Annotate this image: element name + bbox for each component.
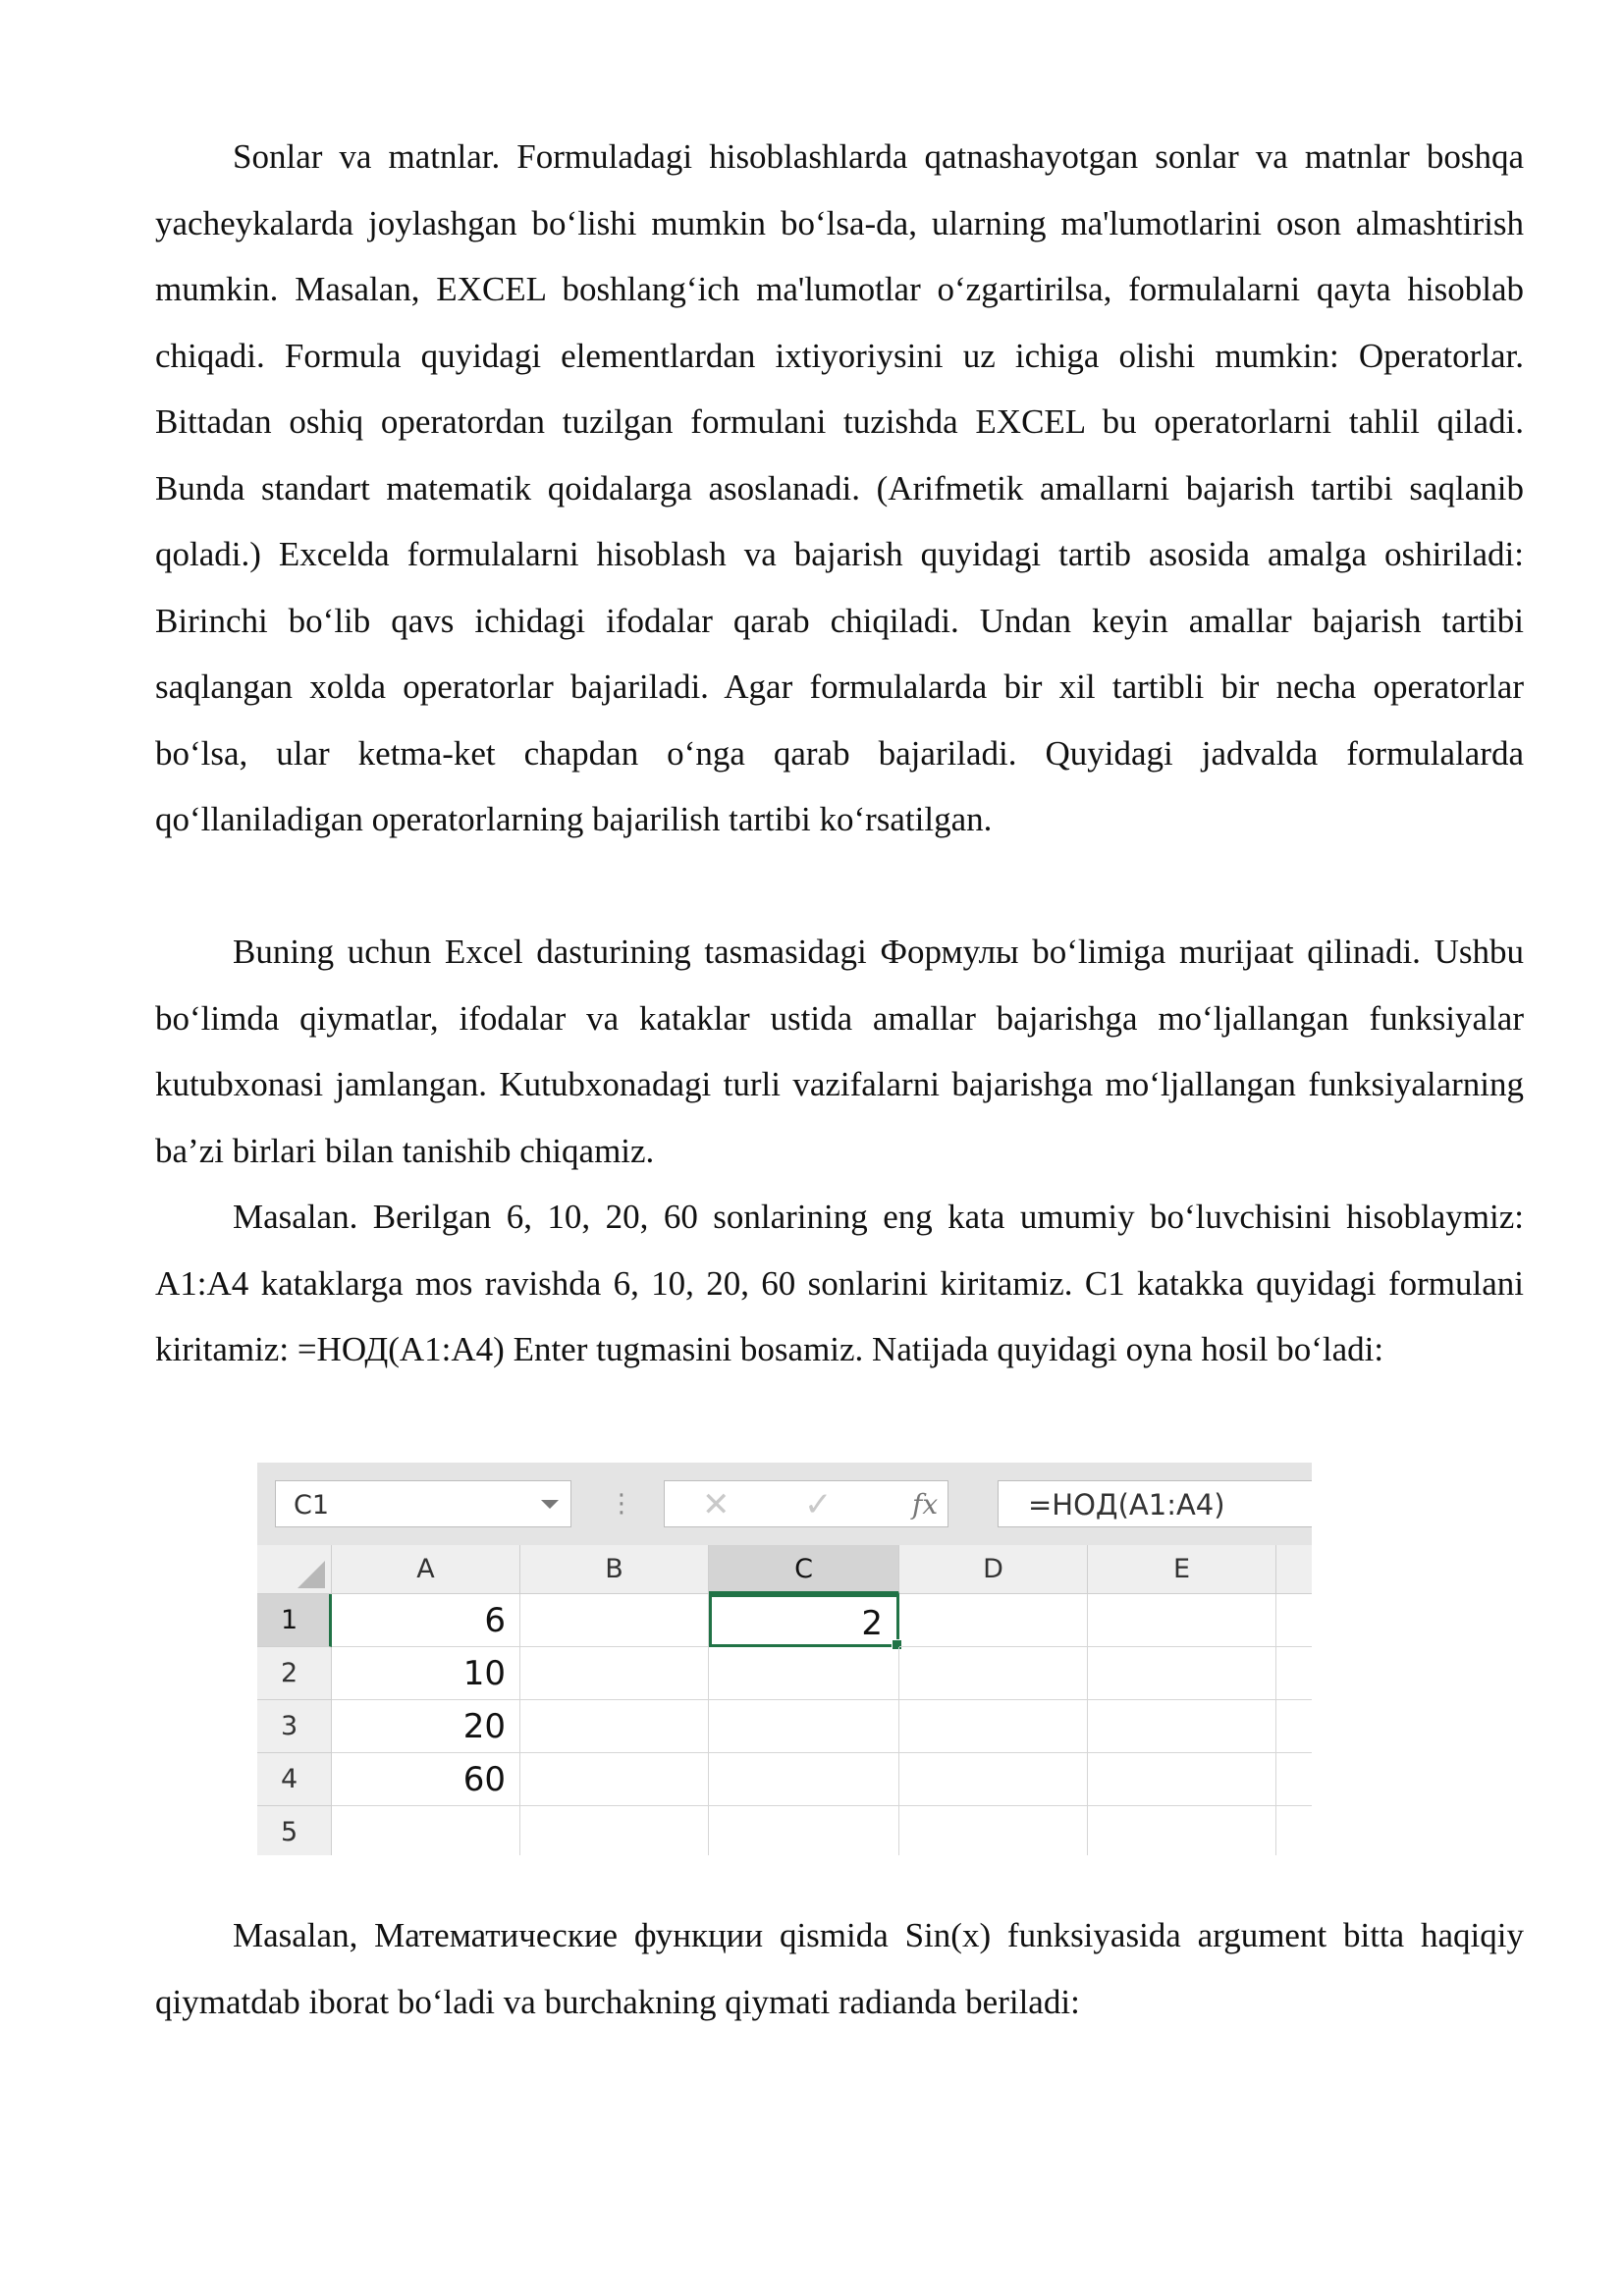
cell-d3[interactable] — [899, 1700, 1088, 1753]
drag-handle-icon[interactable]: ⋮ — [609, 1489, 634, 1519]
cell-f3[interactable] — [1276, 1700, 1312, 1753]
formula-buttons — [664, 1480, 948, 1527]
cell-c2[interactable] — [709, 1647, 899, 1700]
select-all-corner[interactable] — [257, 1545, 332, 1594]
row-header-5[interactable]: 5 — [257, 1806, 332, 1855]
cell-a3[interactable]: 20 — [332, 1700, 520, 1753]
formula-input[interactable] — [998, 1480, 1312, 1527]
excel-screenshot — [257, 1463, 1312, 1855]
cell-d4[interactable] — [899, 1753, 1088, 1806]
cell-e3[interactable] — [1088, 1700, 1276, 1753]
row-header-4[interactable]: 4 — [257, 1753, 332, 1806]
paragraph-formulalar-tab: Buning uchun Excel dasturining tasmasidagi Формулы bo‘limiga murijaat qilinadi. Ushbu bo‘limda qiymatlar, ifodalar va kataklar ustida amallar bajarishga mo‘ljallangan funksiyalar kutubxonasi jamlangan. Kutubxonadagi turli vazifalarni bajarishga mo‘ljallangan funksiyalarning ba’zi birlari bilan tanishib chiqamiz. — [155, 933, 1524, 1170]
column-header-b[interactable]: B — [520, 1545, 709, 1594]
cell-b4[interactable] — [520, 1753, 709, 1806]
cell-a4[interactable]: 60 — [332, 1753, 520, 1806]
cell-d1[interactable] — [899, 1594, 1088, 1647]
column-header-e[interactable]: E — [1088, 1545, 1276, 1594]
paragraph-sin-example: Masalan, Математические функции qismida Sin(x) funksiyasida argument bitta haqiqiy qiymatdab iborat bo‘ladi va burchakning qiymati radianda beriladi: — [155, 1916, 1524, 2021]
cell-c4[interactable] — [709, 1753, 899, 1806]
enter-check-icon[interactable]: ✓ — [804, 1485, 833, 1524]
cell-a2[interactable]: 10 — [332, 1647, 520, 1700]
cancel-icon[interactable]: ✕ — [702, 1485, 731, 1524]
row-header-2[interactable]: 2 — [257, 1647, 332, 1700]
cell-b2[interactable] — [520, 1647, 709, 1700]
formula-value: =НОД(A1:A4) — [1028, 1488, 1225, 1522]
formula-bar — [257, 1463, 1312, 1545]
cell-d5[interactable] — [899, 1806, 1088, 1855]
cell-e5[interactable] — [1088, 1806, 1276, 1855]
column-header-d[interactable]: D — [899, 1545, 1088, 1594]
paragraph-sonlar-va-matnlar: Sonlar va matnlar. Formuladagi hisoblashlarda qatnashayotgan sonlar va matnlar boshqa yacheykalarda joylashgan bo‘lishi mumkin bo‘lsa-da, ularning ma'lumotlarini oson almashtirish mumkin. Masalan, EXCEL boshlang‘ich ma'lumotlar o‘zgartirilsa, formulalarni qayta hisoblab chiqadi. Formula quyidagi elementlardan ixtiyoriysini uz ichiga olishi mumkin: Operatorlar. Bittadan oshiq operatordan tuzilgan formulani tuzishda EXCEL bu operatorlarni tahlil qiladi. Bunda standart matematik qoidalarga asoslanadi. (Arifmetik amallarni bajarish tartibi saqlanib qoladi.) Excelda formulalarni hisoblash va bajarish quyidagi tartib asosida amalga oshiriladi: Birinchi bo‘lib qavs ichidagi ifodalar qarab chiqiladi. Undan keyin amallar bajarish tartibi saqlangan xolda operatorlar bajariladi. Agar formulalarda bir xil tartibli bir necha operatorlar bo‘lsa, ular ketma-ket chapdan o‘nga qarab bajariladi. Quyidagi jadvalda formulalarda qo‘llaniladigan operatorlarning bajarilish tartibi ko‘rsatilgan. — [155, 137, 1524, 838]
cell-c3[interactable] — [709, 1700, 899, 1753]
cell-b3[interactable] — [520, 1700, 709, 1753]
cell-e2[interactable] — [1088, 1647, 1276, 1700]
column-header-c[interactable]: C — [709, 1545, 899, 1594]
cell-f5[interactable] — [1276, 1806, 1312, 1855]
cell-e4[interactable] — [1088, 1753, 1276, 1806]
cell-a1[interactable]: 6 — [332, 1594, 520, 1647]
cell-b1[interactable] — [520, 1594, 709, 1647]
name-box[interactable] — [275, 1480, 571, 1527]
cell-f2[interactable] — [1276, 1647, 1312, 1700]
cell-d2[interactable] — [899, 1647, 1088, 1700]
column-header-a[interactable]: A — [332, 1545, 520, 1594]
chevron-down-icon[interactable] — [541, 1500, 559, 1509]
row-header-1[interactable]: 1 — [257, 1594, 332, 1647]
cell-a5[interactable] — [332, 1806, 520, 1855]
cell-e1[interactable] — [1088, 1594, 1276, 1647]
select-all-icon — [298, 1561, 325, 1588]
column-header-f-partial[interactable] — [1276, 1545, 1312, 1594]
cell-f4[interactable] — [1276, 1753, 1312, 1806]
insert-function-icon[interactable]: fx — [912, 1488, 939, 1521]
cell-f1[interactable] — [1276, 1594, 1312, 1647]
row-header-3[interactable]: 3 — [257, 1700, 332, 1753]
name-box-value: C1 — [294, 1490, 330, 1521]
cell-c1[interactable]: 2 — [709, 1594, 899, 1647]
cell-c5[interactable] — [709, 1806, 899, 1855]
paragraph-nod-example: Masalan. Berilgan 6, 10, 20, 60 sonlarining eng kata umumiy bo‘luvchisini hisoblaymiz: A1:A4 kataklarga mos ravishda 6, 10, 20, 60 sonlarini kiritamiz. C1 katakka quyidagi formulani kiritamiz: =НОД(A1:A4) Enter tugmasini bosamiz. Natijada quyidagi oyna hosil bo‘ladi: — [155, 1198, 1524, 1368]
cell-b5[interactable] — [520, 1806, 709, 1855]
